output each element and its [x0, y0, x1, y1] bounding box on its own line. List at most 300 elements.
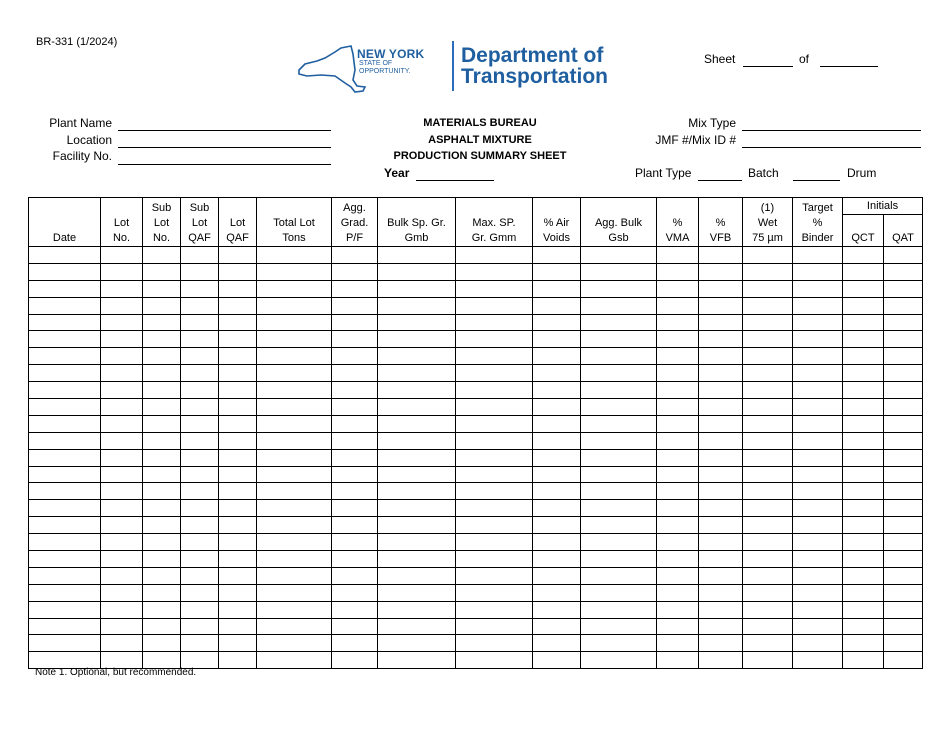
table-cell[interactable]	[29, 618, 101, 635]
table-cell[interactable]	[699, 314, 743, 331]
table-cell[interactable]	[884, 635, 923, 652]
table-cell[interactable]	[793, 635, 843, 652]
table-cell[interactable]	[884, 263, 923, 280]
table-cell[interactable]	[884, 247, 923, 264]
table-cell[interactable]	[29, 449, 101, 466]
table-cell[interactable]	[143, 331, 181, 348]
table-cell[interactable]	[843, 567, 884, 584]
table-cell[interactable]	[219, 652, 257, 669]
table-cell[interactable]	[657, 500, 699, 517]
table-cell[interactable]	[456, 432, 533, 449]
table-cell[interactable]	[843, 247, 884, 264]
table-cell[interactable]	[219, 584, 257, 601]
table-cell[interactable]	[743, 382, 793, 399]
table-cell[interactable]	[332, 618, 378, 635]
table-cell[interactable]	[29, 517, 101, 534]
table-cell[interactable]	[456, 483, 533, 500]
table-cell[interactable]	[378, 415, 456, 432]
table-cell[interactable]	[219, 365, 257, 382]
table-cell[interactable]	[101, 348, 143, 365]
table-cell[interactable]	[884, 483, 923, 500]
table-cell[interactable]	[219, 331, 257, 348]
table-cell[interactable]	[657, 314, 699, 331]
table-cell[interactable]	[793, 331, 843, 348]
table-cell[interactable]	[581, 263, 657, 280]
table-cell[interactable]	[657, 415, 699, 432]
table-cell[interactable]	[699, 247, 743, 264]
table-cell[interactable]	[378, 534, 456, 551]
table-cell[interactable]	[699, 432, 743, 449]
table-cell[interactable]	[657, 331, 699, 348]
table-cell[interactable]	[743, 365, 793, 382]
location-field[interactable]	[118, 147, 331, 148]
table-cell[interactable]	[533, 365, 581, 382]
table-cell[interactable]	[332, 314, 378, 331]
table-cell[interactable]	[378, 635, 456, 652]
table-cell[interactable]	[699, 601, 743, 618]
table-cell[interactable]	[533, 635, 581, 652]
table-cell[interactable]	[257, 601, 332, 618]
table-cell[interactable]	[533, 263, 581, 280]
table-cell[interactable]	[257, 331, 332, 348]
table-cell[interactable]	[332, 483, 378, 500]
table-cell[interactable]	[456, 314, 533, 331]
table-cell[interactable]	[29, 432, 101, 449]
table-cell[interactable]	[29, 348, 101, 365]
table-cell[interactable]	[29, 567, 101, 584]
table-cell[interactable]	[581, 534, 657, 551]
table-cell[interactable]	[581, 247, 657, 264]
table-cell[interactable]	[219, 483, 257, 500]
table-cell[interactable]	[143, 601, 181, 618]
table-cell[interactable]	[743, 263, 793, 280]
table-cell[interactable]	[29, 247, 101, 264]
table-cell[interactable]	[743, 432, 793, 449]
table-cell[interactable]	[257, 483, 332, 500]
table-cell[interactable]	[456, 567, 533, 584]
table-cell[interactable]	[657, 567, 699, 584]
table-cell[interactable]	[29, 331, 101, 348]
table-cell[interactable]	[181, 247, 219, 264]
table-cell[interactable]	[143, 466, 181, 483]
table-cell[interactable]	[143, 635, 181, 652]
table-cell[interactable]	[884, 551, 923, 568]
table-cell[interactable]	[884, 567, 923, 584]
table-cell[interactable]	[581, 652, 657, 669]
table-cell[interactable]	[456, 500, 533, 517]
table-cell[interactable]	[143, 247, 181, 264]
table-cell[interactable]	[378, 263, 456, 280]
table-cell[interactable]	[533, 432, 581, 449]
table-cell[interactable]	[533, 534, 581, 551]
table-cell[interactable]	[533, 449, 581, 466]
table-cell[interactable]	[884, 348, 923, 365]
table-cell[interactable]	[743, 601, 793, 618]
table-cell[interactable]	[793, 567, 843, 584]
table-cell[interactable]	[101, 567, 143, 584]
table-cell[interactable]	[378, 348, 456, 365]
table-cell[interactable]	[181, 534, 219, 551]
table-cell[interactable]	[101, 432, 143, 449]
table-cell[interactable]	[101, 365, 143, 382]
table-cell[interactable]	[456, 247, 533, 264]
table-cell[interactable]	[143, 567, 181, 584]
table-cell[interactable]	[843, 534, 884, 551]
table-cell[interactable]	[219, 567, 257, 584]
table-cell[interactable]	[699, 652, 743, 669]
table-cell[interactable]	[257, 432, 332, 449]
table-cell[interactable]	[456, 652, 533, 669]
table-cell[interactable]	[699, 567, 743, 584]
table-cell[interactable]	[29, 466, 101, 483]
table-cell[interactable]	[793, 466, 843, 483]
table-cell[interactable]	[219, 297, 257, 314]
table-cell[interactable]	[533, 567, 581, 584]
table-cell[interactable]	[743, 534, 793, 551]
table-cell[interactable]	[456, 466, 533, 483]
table-cell[interactable]	[332, 584, 378, 601]
table-cell[interactable]	[533, 382, 581, 399]
table-cell[interactable]	[843, 365, 884, 382]
table-cell[interactable]	[219, 263, 257, 280]
table-cell[interactable]	[219, 449, 257, 466]
table-cell[interactable]	[257, 399, 332, 416]
table-cell[interactable]	[793, 415, 843, 432]
table-cell[interactable]	[332, 500, 378, 517]
table-cell[interactable]	[884, 399, 923, 416]
table-cell[interactable]	[378, 483, 456, 500]
table-cell[interactable]	[456, 601, 533, 618]
table-cell[interactable]	[793, 483, 843, 500]
table-cell[interactable]	[581, 399, 657, 416]
table-cell[interactable]	[143, 415, 181, 432]
table-cell[interactable]	[456, 415, 533, 432]
table-cell[interactable]	[743, 399, 793, 416]
table-cell[interactable]	[533, 466, 581, 483]
table-cell[interactable]	[793, 517, 843, 534]
table-cell[interactable]	[378, 500, 456, 517]
table-cell[interactable]	[101, 635, 143, 652]
table-cell[interactable]	[581, 297, 657, 314]
table-cell[interactable]	[581, 483, 657, 500]
table-cell[interactable]	[332, 348, 378, 365]
table-cell[interactable]	[378, 399, 456, 416]
table-cell[interactable]	[29, 297, 101, 314]
table-cell[interactable]	[257, 652, 332, 669]
table-cell[interactable]	[181, 314, 219, 331]
table-cell[interactable]	[332, 534, 378, 551]
table-cell[interactable]	[101, 449, 143, 466]
table-cell[interactable]	[257, 382, 332, 399]
table-cell[interactable]	[101, 618, 143, 635]
table-cell[interactable]	[332, 297, 378, 314]
table-cell[interactable]	[257, 534, 332, 551]
table-cell[interactable]	[29, 584, 101, 601]
table-cell[interactable]	[581, 584, 657, 601]
batch-checkbox-field[interactable]	[698, 180, 742, 181]
table-cell[interactable]	[533, 551, 581, 568]
table-cell[interactable]	[657, 466, 699, 483]
table-cell[interactable]	[533, 500, 581, 517]
table-cell[interactable]	[743, 584, 793, 601]
table-cell[interactable]	[456, 399, 533, 416]
table-cell[interactable]	[743, 449, 793, 466]
table-cell[interactable]	[332, 263, 378, 280]
table-cell[interactable]	[699, 500, 743, 517]
table-cell[interactable]	[378, 551, 456, 568]
table-cell[interactable]	[101, 534, 143, 551]
table-cell[interactable]	[581, 348, 657, 365]
table-cell[interactable]	[743, 483, 793, 500]
table-cell[interactable]	[699, 399, 743, 416]
table-cell[interactable]	[332, 567, 378, 584]
table-cell[interactable]	[29, 483, 101, 500]
table-cell[interactable]	[219, 618, 257, 635]
table-cell[interactable]	[143, 551, 181, 568]
table-cell[interactable]	[699, 517, 743, 534]
table-cell[interactable]	[699, 551, 743, 568]
table-cell[interactable]	[219, 500, 257, 517]
table-cell[interactable]	[533, 348, 581, 365]
table-cell[interactable]	[581, 601, 657, 618]
table-cell[interactable]	[657, 247, 699, 264]
table-cell[interactable]	[101, 584, 143, 601]
table-cell[interactable]	[743, 551, 793, 568]
table-cell[interactable]	[219, 399, 257, 416]
table-cell[interactable]	[657, 382, 699, 399]
table-cell[interactable]	[699, 618, 743, 635]
table-cell[interactable]	[378, 331, 456, 348]
table-cell[interactable]	[257, 365, 332, 382]
table-cell[interactable]	[533, 247, 581, 264]
table-cell[interactable]	[181, 348, 219, 365]
table-cell[interactable]	[743, 297, 793, 314]
table-cell[interactable]	[743, 500, 793, 517]
table-cell[interactable]	[143, 280, 181, 297]
table-cell[interactable]	[743, 652, 793, 669]
table-cell[interactable]	[533, 314, 581, 331]
table-cell[interactable]	[257, 280, 332, 297]
table-cell[interactable]	[181, 551, 219, 568]
table-cell[interactable]	[884, 314, 923, 331]
table-cell[interactable]	[29, 399, 101, 416]
table-cell[interactable]	[793, 584, 843, 601]
table-cell[interactable]	[378, 314, 456, 331]
table-cell[interactable]	[378, 449, 456, 466]
table-cell[interactable]	[456, 635, 533, 652]
table-cell[interactable]	[884, 280, 923, 297]
table-cell[interactable]	[456, 280, 533, 297]
table-cell[interactable]	[884, 534, 923, 551]
table-cell[interactable]	[332, 365, 378, 382]
table-cell[interactable]	[29, 415, 101, 432]
table-cell[interactable]	[793, 449, 843, 466]
table-cell[interactable]	[219, 635, 257, 652]
facility-no-field[interactable]	[118, 164, 331, 165]
table-cell[interactable]	[219, 551, 257, 568]
table-cell[interactable]	[29, 500, 101, 517]
table-cell[interactable]	[29, 601, 101, 618]
table-cell[interactable]	[793, 365, 843, 382]
table-cell[interactable]	[378, 584, 456, 601]
table-cell[interactable]	[793, 348, 843, 365]
table-cell[interactable]	[143, 517, 181, 534]
table-cell[interactable]	[29, 280, 101, 297]
table-cell[interactable]	[884, 415, 923, 432]
table-cell[interactable]	[101, 280, 143, 297]
table-cell[interactable]	[332, 652, 378, 669]
table-cell[interactable]	[581, 280, 657, 297]
table-cell[interactable]	[143, 399, 181, 416]
table-cell[interactable]	[793, 399, 843, 416]
table-cell[interactable]	[101, 263, 143, 280]
table-cell[interactable]	[581, 415, 657, 432]
table-cell[interactable]	[332, 635, 378, 652]
table-cell[interactable]	[699, 483, 743, 500]
table-cell[interactable]	[257, 466, 332, 483]
table-cell[interactable]	[257, 567, 332, 584]
table-cell[interactable]	[219, 280, 257, 297]
table-cell[interactable]	[533, 415, 581, 432]
table-cell[interactable]	[743, 331, 793, 348]
table-cell[interactable]	[219, 432, 257, 449]
table-cell[interactable]	[332, 601, 378, 618]
table-cell[interactable]	[378, 652, 456, 669]
table-cell[interactable]	[699, 263, 743, 280]
table-cell[interactable]	[181, 567, 219, 584]
table-cell[interactable]	[257, 584, 332, 601]
table-cell[interactable]	[657, 348, 699, 365]
table-cell[interactable]	[143, 534, 181, 551]
table-cell[interactable]	[332, 449, 378, 466]
table-cell[interactable]	[699, 534, 743, 551]
table-cell[interactable]	[29, 382, 101, 399]
table-cell[interactable]	[793, 247, 843, 264]
table-cell[interactable]	[793, 601, 843, 618]
table-cell[interactable]	[143, 314, 181, 331]
table-cell[interactable]	[657, 432, 699, 449]
table-cell[interactable]	[257, 449, 332, 466]
table-cell[interactable]	[378, 247, 456, 264]
table-cell[interactable]	[843, 517, 884, 534]
table-cell[interactable]	[843, 652, 884, 669]
table-cell[interactable]	[657, 399, 699, 416]
table-cell[interactable]	[533, 652, 581, 669]
table-cell[interactable]	[378, 382, 456, 399]
table-cell[interactable]	[743, 314, 793, 331]
jmf-field[interactable]	[742, 147, 921, 148]
table-cell[interactable]	[793, 652, 843, 669]
table-cell[interactable]	[181, 365, 219, 382]
table-cell[interactable]	[219, 601, 257, 618]
table-cell[interactable]	[456, 365, 533, 382]
table-cell[interactable]	[743, 280, 793, 297]
table-cell[interactable]	[793, 500, 843, 517]
table-cell[interactable]	[219, 382, 257, 399]
table-cell[interactable]	[181, 331, 219, 348]
table-cell[interactable]	[581, 517, 657, 534]
table-cell[interactable]	[581, 449, 657, 466]
table-cell[interactable]	[332, 247, 378, 264]
drum-checkbox-field[interactable]	[793, 180, 840, 181]
table-cell[interactable]	[533, 399, 581, 416]
table-cell[interactable]	[843, 399, 884, 416]
table-cell[interactable]	[793, 263, 843, 280]
table-cell[interactable]	[378, 365, 456, 382]
table-cell[interactable]	[699, 449, 743, 466]
table-cell[interactable]	[456, 584, 533, 601]
table-cell[interactable]	[332, 331, 378, 348]
table-cell[interactable]	[743, 567, 793, 584]
table-cell[interactable]	[101, 466, 143, 483]
table-cell[interactable]	[181, 517, 219, 534]
table-cell[interactable]	[143, 348, 181, 365]
table-cell[interactable]	[378, 280, 456, 297]
table-cell[interactable]	[378, 432, 456, 449]
table-cell[interactable]	[843, 500, 884, 517]
table-cell[interactable]	[581, 314, 657, 331]
sheet-number-field[interactable]	[743, 66, 793, 67]
table-cell[interactable]	[181, 483, 219, 500]
table-cell[interactable]	[581, 331, 657, 348]
table-cell[interactable]	[533, 280, 581, 297]
table-cell[interactable]	[219, 247, 257, 264]
table-cell[interactable]	[533, 297, 581, 314]
table-cell[interactable]	[378, 517, 456, 534]
table-cell[interactable]	[181, 635, 219, 652]
table-cell[interactable]	[657, 551, 699, 568]
table-cell[interactable]	[657, 517, 699, 534]
table-cell[interactable]	[743, 635, 793, 652]
table-cell[interactable]	[101, 415, 143, 432]
table-cell[interactable]	[793, 432, 843, 449]
table-cell[interactable]	[181, 618, 219, 635]
table-cell[interactable]	[743, 247, 793, 264]
table-cell[interactable]	[378, 601, 456, 618]
table-cell[interactable]	[101, 314, 143, 331]
table-cell[interactable]	[101, 500, 143, 517]
table-cell[interactable]	[843, 297, 884, 314]
table-cell[interactable]	[533, 618, 581, 635]
table-cell[interactable]	[456, 297, 533, 314]
table-cell[interactable]	[657, 618, 699, 635]
table-cell[interactable]	[884, 466, 923, 483]
table-cell[interactable]	[533, 331, 581, 348]
table-cell[interactable]	[581, 382, 657, 399]
table-cell[interactable]	[29, 263, 101, 280]
table-cell[interactable]	[143, 449, 181, 466]
table-cell[interactable]	[581, 635, 657, 652]
table-cell[interactable]	[219, 348, 257, 365]
table-cell[interactable]	[456, 618, 533, 635]
table-cell[interactable]	[533, 584, 581, 601]
table-cell[interactable]	[657, 635, 699, 652]
table-cell[interactable]	[143, 263, 181, 280]
table-cell[interactable]	[332, 551, 378, 568]
table-cell[interactable]	[257, 247, 332, 264]
table-cell[interactable]	[884, 517, 923, 534]
table-cell[interactable]	[533, 517, 581, 534]
table-cell[interactable]	[793, 618, 843, 635]
table-cell[interactable]	[101, 382, 143, 399]
table-cell[interactable]	[257, 500, 332, 517]
table-cell[interactable]	[181, 449, 219, 466]
table-cell[interactable]	[743, 618, 793, 635]
table-cell[interactable]	[743, 517, 793, 534]
table-cell[interactable]	[456, 382, 533, 399]
table-cell[interactable]	[843, 449, 884, 466]
table-cell[interactable]	[257, 297, 332, 314]
